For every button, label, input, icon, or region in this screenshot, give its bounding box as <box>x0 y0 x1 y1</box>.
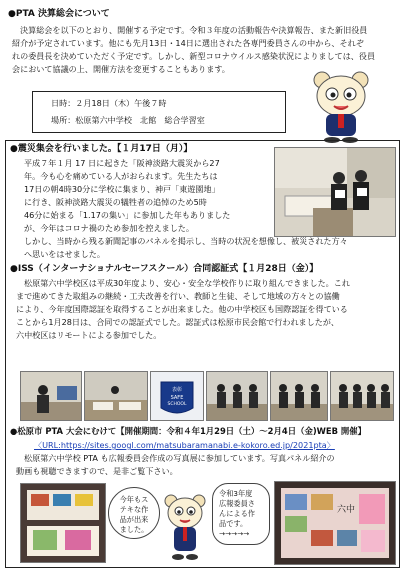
pta-heading: ●PTA 決算総会について <box>8 9 110 19</box>
iss-line: ことから1月28日は、合同での認証式でした。認証式は松原市民会館で行われましたが、 <box>16 317 340 327</box>
iss-photo-6 <box>330 371 394 421</box>
speech-bubble-right <box>212 483 270 545</box>
convention-line: 松原第六中学校 PTA も広報委員会作成の写真展に参加しています。写真パネル紹介の <box>24 453 335 463</box>
earthquake-line: 年。今も心を痛めている人がおられます。先生たちは <box>24 171 218 181</box>
mascot-illustration-bottom <box>162 491 208 563</box>
earthquake-body <box>24 157 274 235</box>
iss-line: 六中校区はリモートによる参加でした。 <box>16 330 162 340</box>
mascot-illustration <box>306 68 376 144</box>
iss-line: 松原第六中学校区は平成30年度より、安心・安全な学校作りに取り組んできました。これ <box>24 278 350 288</box>
speech-bubble-left <box>108 487 160 539</box>
iss-photo-4 <box>206 371 268 421</box>
bubble-line: テキな作 <box>119 505 149 514</box>
panel-text-safe: SAFE <box>170 395 184 401</box>
panel-text-award: 表彰 <box>171 387 183 393</box>
meeting-place: 場所：松原第六中学校 北館 総合学習室 <box>51 115 205 125</box>
bubble-line: 広報委員さ <box>219 499 255 508</box>
convention-heading: ●松原市 PTA 大会にむけて【開催期間：令和４年1月29日（土）～2月4日（金)WEB 開催】 <box>10 426 367 436</box>
earthquake-heading: ●震災集会を行いました。【１月17日（月）】 <box>10 144 193 154</box>
iss-photo-2 <box>84 371 148 421</box>
meeting-info-box <box>32 91 286 133</box>
iss-line: まで進めてきた取組みの継続・工夫改善を行い、教師と生徒、そして地域の方々との協働 <box>16 291 340 301</box>
iss-photo-3 <box>150 371 204 421</box>
exhibit-photo-left <box>20 483 106 563</box>
pta-line: 会において協議の上、開催方法を変更することもあります。 <box>12 64 230 74</box>
earthquake-line: 46分に始まる「1.17の集い」に参加した年もありました <box>24 210 231 220</box>
iss-line: により、今年度国際認証を取得することが出来ました。他の中学校区も国際認証を得ている <box>16 304 348 314</box>
earthquake-line: が、今年はコロナ禍のため参加を控えました。 <box>24 223 194 233</box>
bubble-line: 令和3年度 <box>219 489 253 498</box>
bubble-line: 今年もス <box>119 495 149 504</box>
bubble-line: →→→→→ <box>219 529 250 538</box>
iss-photo-1 <box>20 371 82 421</box>
pta-line: 決算総会を以下のとおり、開催する予定です。令和３年度の活動報告や決算報告、また新旧役員 <box>20 25 368 35</box>
pta-line: れの委員長を決めていただく予定です。しかし、新型コロナウイルス感染状況によりましては、役員 <box>12 51 376 61</box>
pta-line: 紹介が予定されています。他にも先月13日・14日に選出された各専門委員さんの中から、それぞ <box>12 38 364 48</box>
earthquake-photo <box>274 147 396 237</box>
panel-text-school: SCHOOL <box>167 402 187 407</box>
bubble-line: 品です。 <box>219 519 248 528</box>
meeting-date: 日時：２月18日（木）午後７時 <box>51 98 167 108</box>
board-label: 六中 <box>337 505 356 515</box>
convention-url-link[interactable]: 〈URL:https://sites.googl.com/matsubaramanabi.e-kokoro.ed.jp/2021pta〉 <box>34 440 335 450</box>
iss-heading: ●ISS（インターナショナルセーフスクール）合同認証式【１月28日（金）】 <box>10 264 319 274</box>
convention-line: 動画も視聴できますので、是非ご覧下さい。 <box>16 466 178 476</box>
news-box <box>5 140 400 568</box>
earthquake-line: に行き、阪神淡路大震災の犠牲者の追悼のため5時 <box>24 197 207 207</box>
exhibit-photo-right <box>274 481 396 565</box>
earthquake-line: 17日の朝4時30分に学校に集まり、神戸「東遊園地」 <box>24 184 220 194</box>
iss-photo-5 <box>270 371 328 421</box>
bubble-line: んによる作 <box>219 509 255 518</box>
earthquake-body-full <box>24 235 394 261</box>
earthquake-line: しかし、当時から残る新聞記事のパネルを掲示し、当時の状況を想像し、被災された方々 <box>24 236 348 246</box>
bubble-line: 品が出来 <box>119 515 149 524</box>
earthquake-line: 平成７年１月 17 日に起きた「阪神淡路大震災から27 <box>24 158 220 168</box>
convention-body <box>16 452 396 478</box>
pta-section <box>8 8 400 138</box>
earthquake-line: へ思いをはせました。 <box>24 249 105 259</box>
iss-body <box>16 277 396 342</box>
bubble-line: ました。 <box>119 525 149 534</box>
